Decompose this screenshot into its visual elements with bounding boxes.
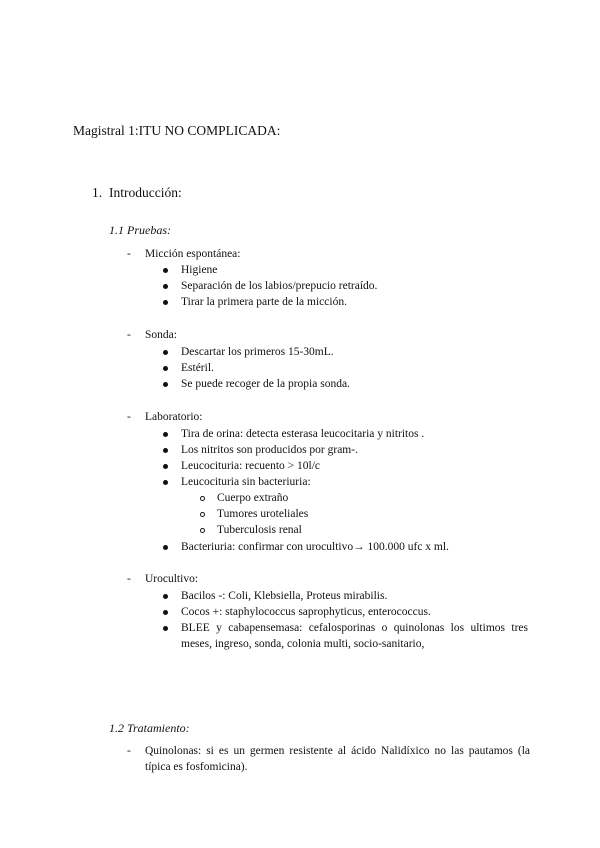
bullet-dot-icon [163, 474, 168, 490]
subsection-pruebas: 1.1 Pruebas: [109, 223, 171, 237]
dash-marker: - [127, 573, 131, 585]
list-item: Los nitritos son producidos por gram-. [181, 444, 358, 456]
list-item: Leucocituria sin bacteriuria: [181, 476, 311, 488]
subsection-tratamiento: 1.2 Tratamiento: [109, 721, 190, 735]
list-item: Se puede recoger de la propia sonda. [181, 378, 350, 390]
list-subitem: Tuberculosis renal [217, 524, 302, 536]
list-item: Bacilos -: Coli, Klebsiella, Proteus mirabilis. [181, 590, 388, 602]
bullet-circle-icon [200, 522, 205, 538]
group-label-miccion: Micción espontánea: [145, 248, 241, 260]
section-number: 1. [92, 185, 103, 200]
dash-marker: - [127, 248, 131, 260]
list-item: Tira de orina: detecta esterasa leucocitaria y nitritos . [181, 428, 425, 440]
bullet-dot-icon [163, 278, 168, 294]
list-item: Higiene [181, 264, 218, 276]
section-heading: Introducción: [109, 185, 182, 200]
dash-marker: - [127, 745, 131, 757]
bullet-dot-icon [163, 539, 168, 555]
bullet-dot-icon [163, 426, 168, 442]
list-item: Separación de los labios/prepucio retraído. [181, 280, 378, 292]
list-item: BLEE y cabapensemasa: cefalosporinas o quinolonas los ultimos tres meses, ingreso, sonda, colonia multi, socio-sanitario, [181, 622, 528, 650]
list-item: Descartar los primeros 15-30mL. [181, 346, 334, 358]
bullet-dot-icon [163, 604, 168, 620]
list-subitem: Tumores uroteliales [217, 508, 309, 520]
bullet-circle-icon [200, 506, 205, 522]
dash-marker: - [127, 329, 131, 341]
list-item: Cocos +: staphylococcus saprophyticus, enterococcus. [181, 606, 431, 618]
bullet-dot-icon [163, 458, 168, 474]
group-label-urocultivo: Urocultivo: [145, 573, 199, 585]
bullet-dot-icon [163, 344, 168, 360]
list-subitem: Cuerpo extraño [217, 492, 289, 504]
list-item: Tirar la primera parte de la micción. [181, 296, 347, 308]
bullet-dot-icon [163, 360, 168, 376]
page-title: Magistral 1:ITU NO COMPLICADA: [73, 123, 281, 138]
bullet-dot-icon [163, 294, 168, 310]
bullet-dot-icon [163, 442, 168, 458]
bullet-dot-icon [163, 620, 168, 636]
dash-marker: - [127, 411, 131, 423]
bullet-dot-icon [163, 588, 168, 604]
bullet-dot-icon [163, 376, 168, 392]
list-item: Quinolonas: si es un germen resistente al ácido Nalidíxico no las pautamos (la típica es fosfomicina). [145, 745, 530, 773]
list-item: Leucocituria: recuento > 10l/c [181, 460, 320, 472]
bullet-dot-icon [163, 262, 168, 278]
group-label-sonda: Sonda: [145, 329, 177, 341]
group-label-laboratorio: Laboratorio: [145, 411, 203, 423]
list-item: Estéril. [181, 362, 214, 374]
list-item: Bacteriuria: confirmar con urocultivo→ 100.000 ufc x ml. [181, 541, 449, 553]
bullet-circle-icon [200, 490, 205, 506]
